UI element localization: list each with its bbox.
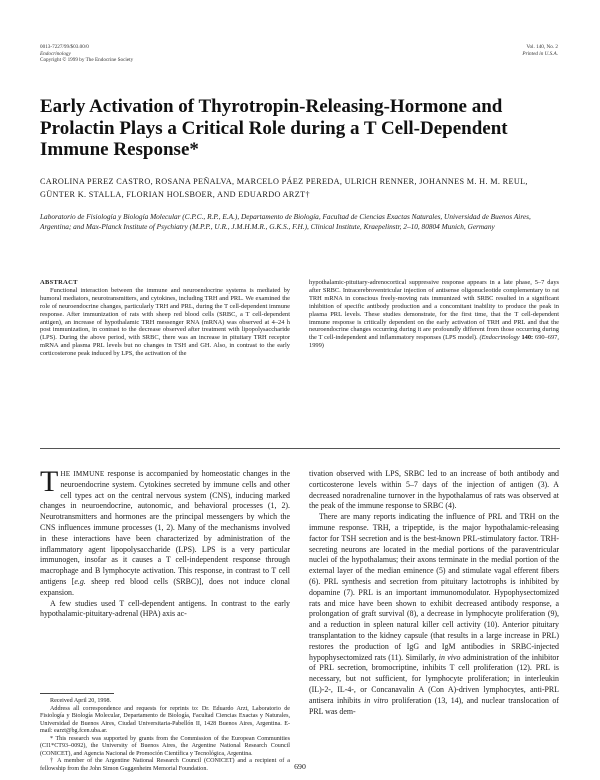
citation-volume: 140: [521, 334, 534, 342]
citation-pages: 690–697, 1999) [309, 334, 559, 350]
intro-text-a: response is accompanied by homeostatic changes in the neuroendocrine system. Cytokines secreted by immune cells and other cell types act on the central nervous system (CNS), inducing marked changes in neuroendocrine, autonomic, and behavioral processes (1, 2). Neurotransmitters and hormones are the principal messengers by which the CNS influences immune processes (1, 2). Many of the mechanisms involved in these interactions have been characterized by administration of the inflammatory agent lipopolysaccharide (LPS). LPS is a very particular immunogen, insofar as it causes a T cell-independent response through macrophage and B lymphocyte activation. This response, in contrast to T cell antigens [ [40, 469, 290, 586]
right-paragraph-1: tivation observed with LPS, SRBC led to an increase of both antibody and corticosterone levels within 5–7 days of the injection of antigen (3). A decreased noradrenaline turnover in the hypothalamus of rats was observed at the peak of the immune response to SRBC (4). [309, 469, 559, 511]
intro-paragraph-1 [40, 465, 290, 599]
right-text-c: proliferation (13, 14), and nuclear translocation of PRL was dem- [309, 695, 559, 716]
drop-cap: T [40, 465, 59, 498]
issn-line: 0013-7227/99/$03.00/0 [40, 44, 89, 50]
abstract-text-right: hypothalamic-pituitary-adrenocortical suppressive response appears in a late phase, 5–7 days after SRBC. Intracerebroventricular injection of antisense oligonucleotide complementary to rat TRH mRNA in conscious freely-moving rats immunized with SRBC resulted in a significant inhibition of specific antibody production and a concomitant inability to produce the peak in plasma PRL levels. These studies demonstrate, for the first time, that the T cell-dependent immune response is critically dependent on the early activation of TRH and PRL and that the neuroendocrine changes occurring during it are profoundly different from those occurring during the T cell-independent and inflammatory responses (LPS model). [309, 279, 559, 342]
printed-line: Printed in U.S.A. [522, 50, 558, 57]
intro-paragraph-2: A few studies used T cell-dependent antigens. In contrast to the early hypothalamic-pituitary-adrenal (HPA) axis ac- [40, 598, 290, 619]
footnote-member: † A member of the Argentine National Research Council (CONICET) and a recipient of a fellowship from the John Simon Guggenheim Memorial Foundation. [40, 758, 290, 772]
abstract-heading: ABSTRACT [40, 279, 78, 286]
opening-caps: HE IMMUNE [60, 470, 105, 478]
section-divider [40, 448, 560, 449]
affiliations: Laboratorio de Fisiología y Biología Molecular (C.P.C., R.P., E.A.), Departamento de Biología, Facultad de Ciencias Exactas Naturales, Universidad de Buenos Aires, Argentina; and Max-Planck Institute of Psychiatry (M.P.P., U.R., J.M.H.M.R., G.K.S., F.H.), Clinical Institute, Kraepelinstr, 2–10, 80804 Munich, Germany [40, 212, 531, 231]
volume-line: Vol. 140, No. 2 [526, 44, 558, 50]
in-vivo-term: in vivo [438, 652, 461, 662]
footnote-divider [40, 693, 114, 694]
abstract-left-column [40, 279, 290, 358]
copyright-line: Copyright © 1999 by The Endocrine Society [40, 57, 134, 64]
citation-journal: (Endocrinology [479, 334, 522, 342]
in-vitro-term: in vitro [364, 695, 389, 705]
author-list: CAROLINA PEREZ CASTRO, ROSANA PEÑALVA, MARCELO PÁEZ PEREDA, ULRICH RENNER, JOHANNES M. H. M. REUL, GÜNTER K. STALLA, FLORIAN HOLSBOER, AND EDUARDO ARZT† [40, 177, 528, 199]
intro-text-b: sheep red blood cells (SRBC)], does not induce clonal expansion. [40, 576, 290, 597]
intro-eg: e.g. [74, 576, 86, 586]
right-text-a: There are many reports indicating the influence of PRL and TRH on the immune response. TRH, a tripeptide, is the major hypothalamic-releasing factor for TSH secretion and is the best-known PRL-stimulatory factor. TRH-secreting neurons are located in the medial portions of the paraventricular nuclei of the hypothalamus; their axons terminate in the medial portion of the external layer of the median eminence (5) and stimulate vagal efferent fibers (6). PRL synthesis and secretion from pituitary lactotrophs is inhibited by dopamine (7). PRL is an important immunomodulator. Hypophysectomized rats and mice have been shown to exhibit decreased antibody response, a prolongation of graft survival (8), a decrease in lymphocyte proliferation (9), and a reduction in spleen natural killer cell activity (10). Anterior pituitary transplantation to the kidney capsule (that results in a large increase in PRL) restores the production of IgG and IgM antibodies in SRBC-injected hypophysectomized rats (11). Similarly, [309, 512, 559, 662]
footnote-funding: * This research was supported by grants from the Commission of the European Communities (CI1*CT93–0092), the University of Buenos Aires, the Argentine National Research Council (CONICET), and Agencia Nacional de Promoción Científica y Tecnológica, Argentina. [40, 735, 290, 757]
article-title: Early Activation of Thyrotropin-Releasing-Hormone and Prolactin Plays a Critical Role during a T Cell-Dependent Immune Response* [40, 96, 508, 160]
page-number: 690 [294, 762, 306, 771]
body-right-column [309, 469, 559, 717]
abstract-right-column [309, 279, 559, 350]
body-left-column [40, 465, 290, 620]
footnote-received: Received April 20, 1998. [50, 698, 112, 704]
journal-name: Endocrinology [40, 50, 71, 57]
right-text-b: administration of the inhibitor of PRL secretion, bromocriptine, inhibits T cell proliferation (12). PRL is necessary, but not sufficient, for lymphocyte proliferation; in interleukin (IL)-2-, IL-4-, or Concanavalin A (Con A)-driven lymphocytes, anti-PRL antisera inhibits [309, 652, 559, 705]
right-paragraph-2 [309, 512, 559, 717]
footnote-address: Address all correspondence and requests for reprints to: Dr. Eduardo Arzt, Laboratorio de Fisiología y Biología Molecular, Departamento de Biología, Facultad Ciencias Exactas y Naturales, Universidad de Buenos Aires, Ciudad Universitaria-Pabellón II, 1428 Buenos Aires, Argentina. E-mail: earzt@bg.fcen.uba.ar. [40, 705, 290, 734]
journal-header-right [522, 44, 558, 57]
abstract-text-left: Functional interaction between the immune and neuroendocrine systems is mediated by humoral mediators, neurotransmitters, and cytokines, including TRH and PRL. We examined the role of neuroendocrine changes, particularly TRH and PRL, during the T cell-dependent immune response. After immunization of rats with sheep red blood cells (SRBC, a T cell-dependent antigen), an increase of hypothalamic TRH messenger RNA (mRNA) was observed at 4–24 h post immunization, in contrast to the decrease observed after treatment with lipopolysaccharide (LPS). During the above period, with SRBC, there was an increase in pituitary TRH receptor mRNA and plasma PRL levels but no changes in TSH and GH. Also, in contrast to the early corticosterone peak induced by LPS, the activation of the [40, 286, 290, 358]
journal-header-left [40, 44, 133, 64]
